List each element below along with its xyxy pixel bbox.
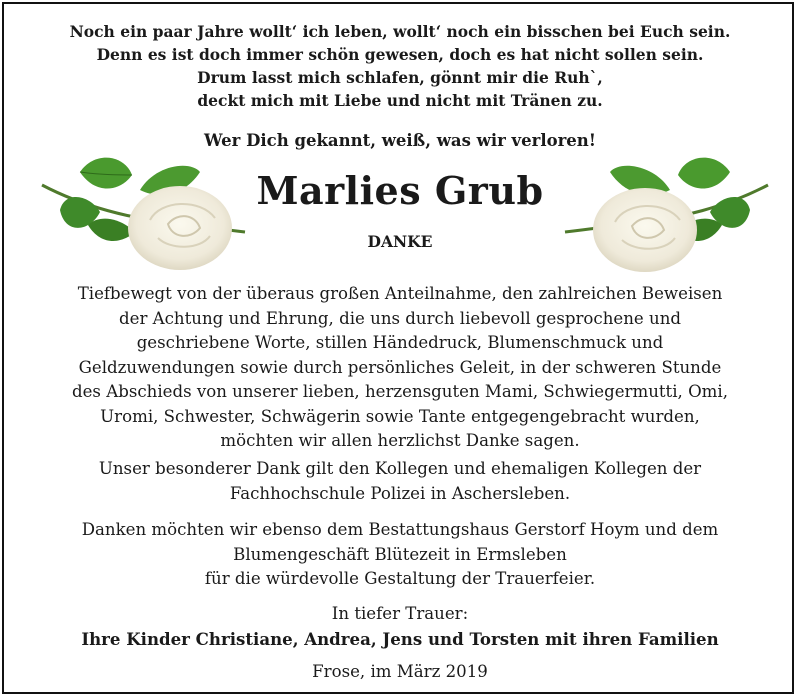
poem-line: deckt mich mit Liebe und nicht mit Tränen zu. [197,91,603,110]
text-line: des Abschieds von unserer lieben, herzensguten Mami, Schwiegermutti, Omi, [71,382,728,401]
text-line: Fachhochschule Polizei in Aschersleben. [229,483,571,503]
text-line: möchten wir allen herzlichst Danke sagen. [220,431,580,450]
text-line: Unser besonderer Dank gilt den Kollegen und ehemaligen Kollegen der [98,459,702,478]
signature-intro: In tiefer Trauer: [331,604,469,623]
place-date: Frose, im März 2019 [312,662,488,681]
text-line: Geldzuwendungen sowie durch persönliches Geleit, in der schweren Stunde [78,357,722,377]
text-line: geschriebene Worte, stillen Händedruck, Blumenschmuck und [136,333,664,352]
motto: Wer Dich gekannt, weiß, was wir verloren! [203,131,597,150]
thanks-services [0,518,800,592]
signature-family: Ihre Kinder Christiane, Andrea, Jens und Torsten mit ihren Familien [81,628,719,649]
text-line: der Achtung und Ehrung, die uns durch liebevoll gesprochene und [119,308,681,328]
text-line: Tiefbewegt von der überaus großen Anteilnahme, den zahlreichen Beweisen [77,284,723,303]
text-line: für die würdevolle Gestaltung der Trauerfeier. [204,569,596,588]
poem-line: Drum lasst mich schlafen, gönnt mir die Ruh`, [197,68,603,87]
text-line: Danken möchten wir ebenso dem Bestattungshaus Gerstorf Hoym und dem [81,520,719,539]
signature [0,602,800,651]
poem-line: Noch ein paar Jahre wollt‘ ich leben, wollt‘ noch ein bisschen bei Euch sein. [69,22,731,41]
text-line: Uromi, Schwester, Schwägerin sowie Tante entgegengebracht wurden, [100,406,700,426]
text-line: Blumengeschäft Blütezeit in Ermsleben [233,544,567,564]
danke-heading: DANKE [367,232,433,251]
poem-line: Denn es ist doch immer schön gewesen, doch es hat nicht sollen sein. [96,45,704,64]
deceased-name: Marlies Grub [256,168,544,213]
thanks-special [0,457,800,506]
thanks-main [0,282,800,454]
poem [0,20,800,112]
